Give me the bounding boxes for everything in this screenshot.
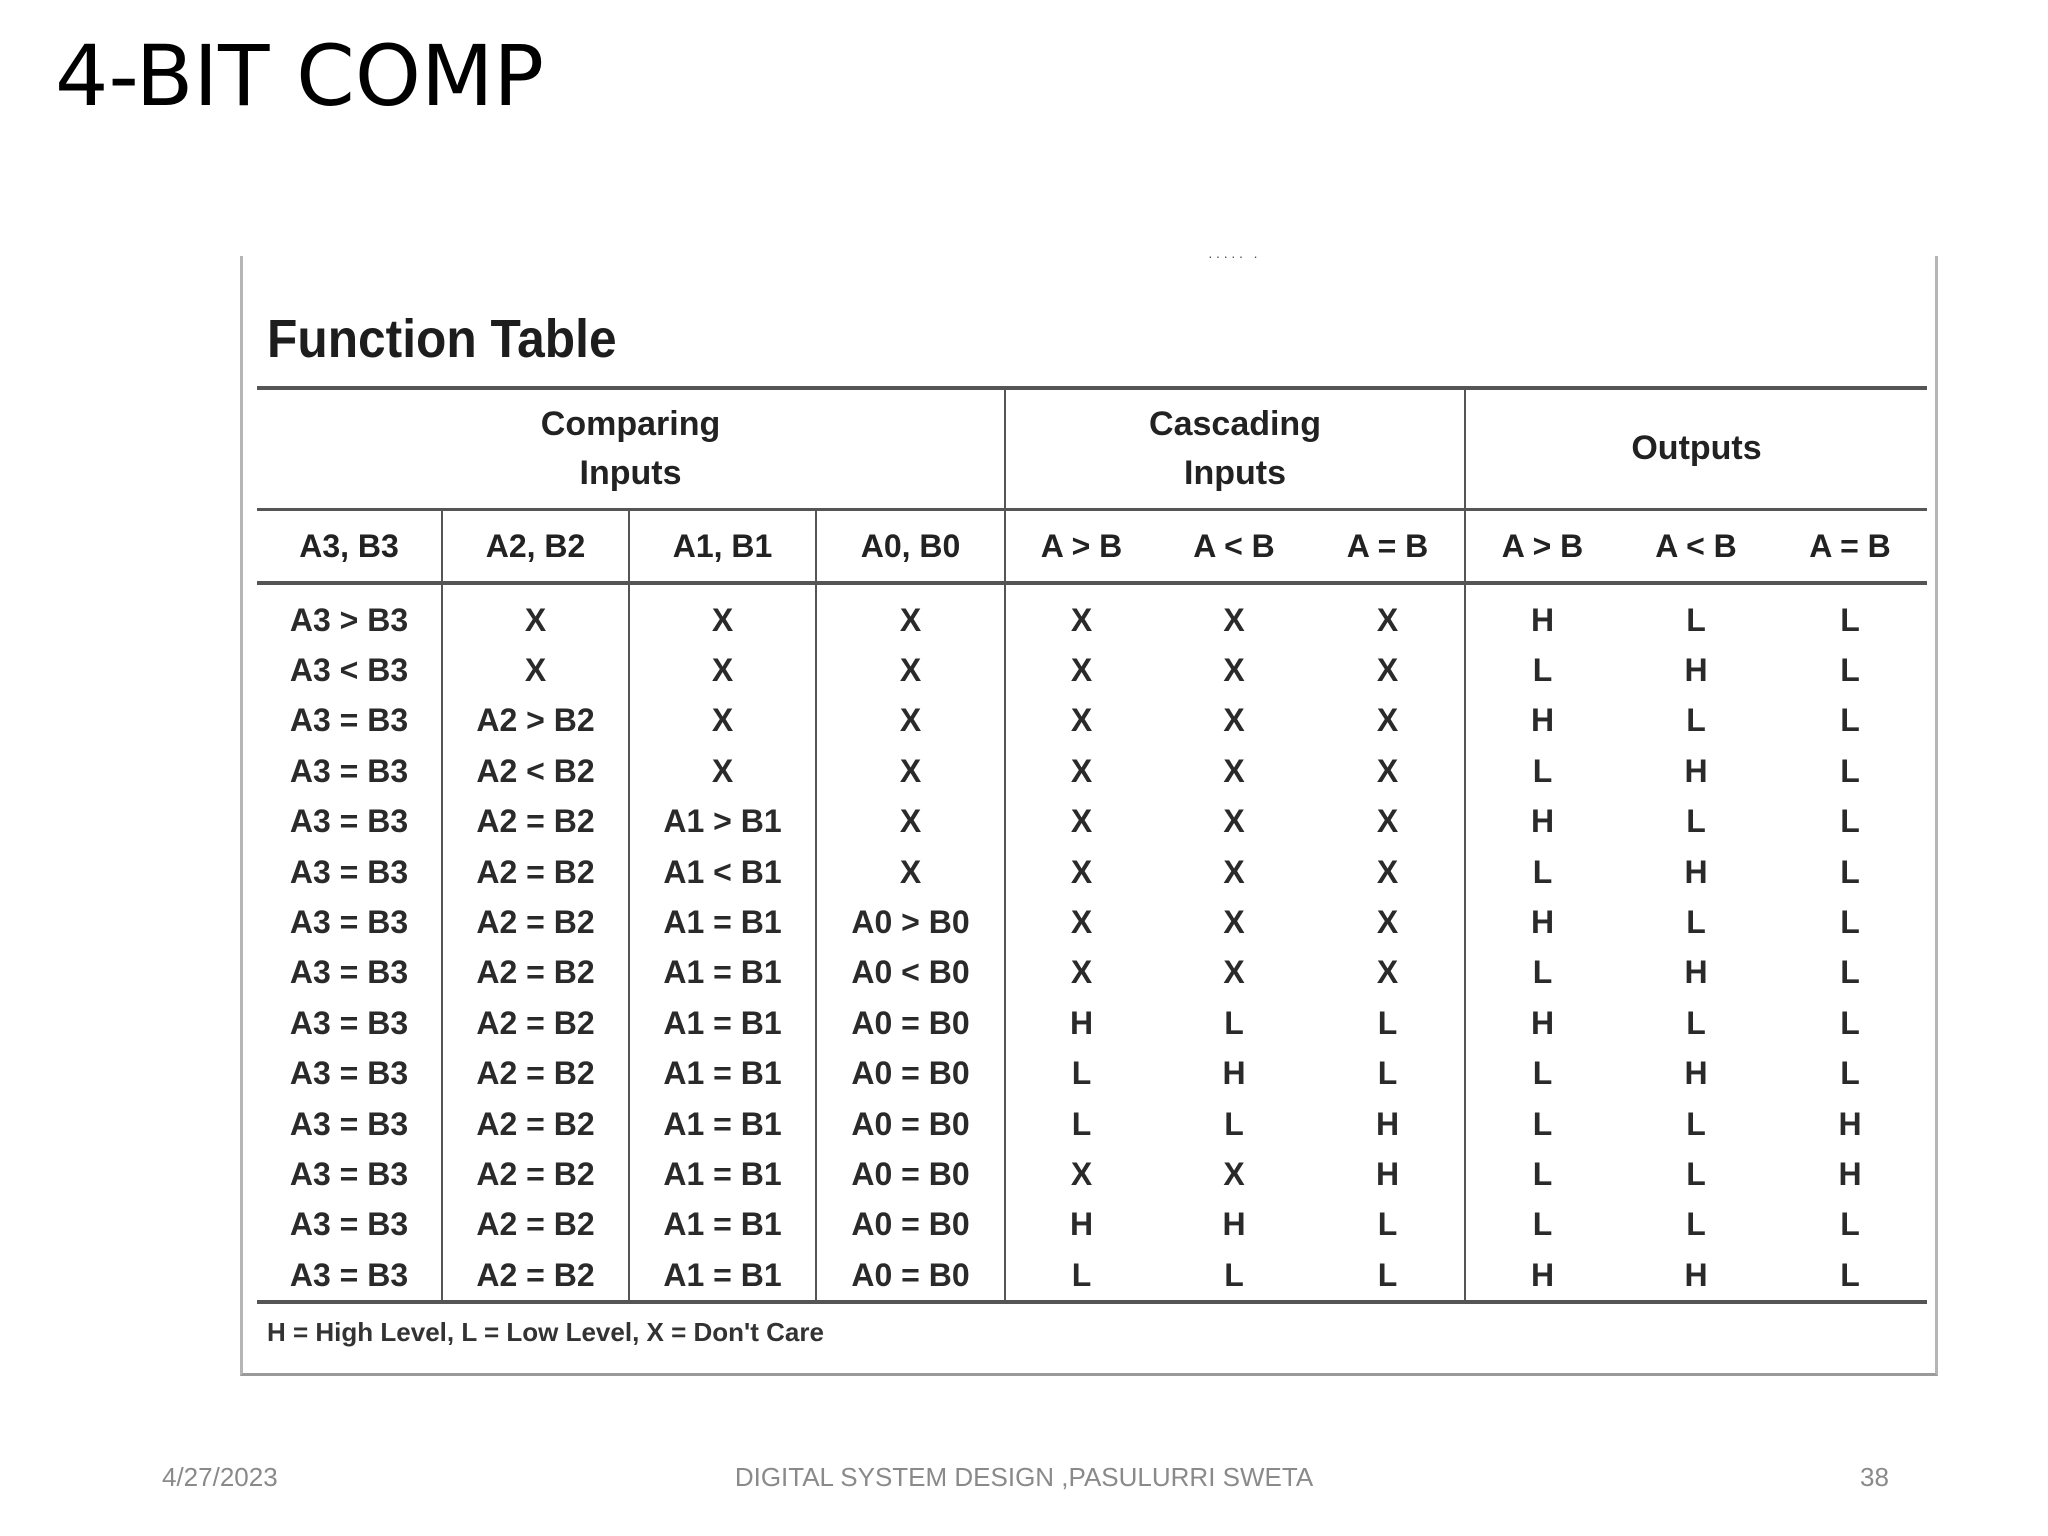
table-cell: X (816, 797, 1005, 847)
table-cell: H (1530, 702, 1555, 739)
table-cell: X (1070, 702, 1093, 739)
table-cell: A3 = B3 (257, 1099, 442, 1149)
table-footnote: H = High Level, L = Low Level, X = Don't Care (257, 1302, 1927, 1360)
table-cell: X (1070, 1155, 1093, 1192)
table-cell: X (816, 583, 1005, 645)
table-row (257, 1149, 1927, 1199)
table-cell: L (1224, 1004, 1244, 1041)
table-cell: L (1532, 954, 1553, 991)
table-cell: A3 = B3 (257, 948, 442, 998)
table-cell: H (1530, 904, 1555, 941)
group-label-line-1: Comparing (540, 404, 721, 443)
table-cell: L (1840, 1206, 1860, 1243)
table-cell: L (1686, 1206, 1706, 1243)
table-cell: L (1840, 853, 1860, 890)
table-cell: L (1686, 803, 1706, 840)
table-cell: X (1070, 803, 1093, 840)
column-header: A2, B2 (442, 510, 629, 584)
table-cell: L (1071, 1256, 1092, 1293)
table-cell: A3 = B3 (257, 1149, 442, 1199)
table-cell: L (1840, 1004, 1860, 1041)
table-cell: X (1223, 752, 1245, 789)
table-cell: X (629, 696, 816, 746)
table-cell: H (1069, 1004, 1094, 1041)
table-cell: A3 = B3 (257, 897, 442, 947)
column-header-row (257, 510, 1927, 584)
table-cell: X (629, 645, 816, 695)
table-cell: L (1840, 904, 1860, 941)
table-row (257, 948, 1927, 998)
table-cell: L (1840, 1256, 1860, 1293)
table-cell: A1 = B1 (629, 1250, 816, 1302)
table-cell: A2 = B2 (442, 847, 629, 897)
table-cell: H (1684, 1256, 1708, 1293)
table-cell: L (1532, 1055, 1553, 1092)
table-cell: A3 = B3 (257, 1250, 442, 1302)
table-cell: X (1223, 904, 1245, 941)
footnote-row (257, 1302, 1927, 1360)
table-cell: L (1532, 853, 1553, 890)
table-cell: L (1840, 601, 1860, 638)
column-header: A = B (1773, 510, 1927, 584)
table-cell: A2 = B2 (442, 1099, 629, 1149)
table-cell: A1 > B1 (629, 797, 816, 847)
column-header: A1, B1 (629, 510, 816, 584)
group-label-line-2: Inputs (579, 454, 682, 492)
column-header: A > B (1465, 510, 1619, 584)
table-cell: H (1069, 1206, 1094, 1243)
table-row (257, 583, 1927, 645)
table-cell: H (1684, 954, 1708, 991)
function-table-title: Function Table (267, 309, 617, 369)
table-cell: A0 = B0 (816, 1250, 1005, 1302)
table-cell: H (1838, 1155, 1862, 1192)
cropped-header-fragment: ····· · (1208, 248, 1261, 264)
table-row (257, 645, 1927, 695)
table-cell: A0 = B0 (816, 1200, 1005, 1250)
table-cell: X (1070, 752, 1093, 789)
table-cell: H (1838, 1105, 1862, 1142)
table-cell: L (1532, 1206, 1553, 1243)
table-cell: L (1686, 904, 1706, 941)
table-row (257, 998, 1927, 1048)
column-header: A = B (1311, 510, 1465, 584)
table-cell: H (1684, 853, 1708, 890)
table-cell: A2 = B2 (442, 797, 629, 847)
table-cell: L (1532, 652, 1553, 689)
function-table-body (257, 583, 1927, 1302)
table-cell: L (1311, 998, 1465, 1048)
table-cell: A0 = B0 (816, 1099, 1005, 1149)
table-cell: X (1311, 897, 1465, 947)
table-cell: A0 < B0 (816, 948, 1005, 998)
table-cell: X (1223, 954, 1245, 991)
table-cell: L (1532, 1105, 1553, 1142)
table-cell: H (1222, 1206, 1246, 1243)
table-cell: L (1071, 1105, 1092, 1142)
table-cell: A2 = B2 (442, 948, 629, 998)
table-cell: X (1070, 652, 1093, 689)
table-cell: L (1532, 1155, 1553, 1192)
table-cell: L (1840, 752, 1860, 789)
table-cell: A3 < B3 (257, 645, 442, 695)
table-cell: A0 = B0 (816, 1149, 1005, 1199)
table-cell: A1 = B1 (629, 1099, 816, 1149)
table-cell: H (1530, 1004, 1555, 1041)
table-cell: X (1311, 583, 1465, 645)
table-cell: L (1532, 752, 1553, 789)
table-cell: X (629, 746, 816, 796)
table-cell: X (1070, 954, 1093, 991)
table-cell: X (442, 645, 629, 695)
table-cell: L (1224, 1256, 1244, 1293)
table-cell: X (1223, 601, 1245, 638)
table-cell: X (1070, 601, 1093, 638)
table-cell: H (1311, 1099, 1465, 1149)
table-cell: L (1311, 1200, 1465, 1250)
table-cell: H (1530, 803, 1555, 840)
footer-title: DIGITAL SYSTEM DESIGN ,PASULURRI SWETA (734, 1462, 1314, 1492)
table-cell: A1 < B1 (629, 847, 816, 897)
table-cell: A0 = B0 (816, 1049, 1005, 1099)
table-cell: H (1222, 1055, 1246, 1092)
table-cell: X (442, 583, 629, 645)
function-table-image (240, 248, 1938, 1376)
column-header: A < B (1157, 510, 1311, 584)
column-header: A < B (1619, 510, 1773, 584)
table-cell: X (1223, 803, 1245, 840)
table-row (257, 797, 1927, 847)
table-cell: H (1530, 1256, 1555, 1293)
table-cell: X (629, 583, 816, 645)
table-row (257, 1049, 1927, 1099)
table-cell: A2 = B2 (442, 1200, 629, 1250)
table-cell: X (1311, 948, 1465, 998)
group-label-line-1: Cascading (1149, 404, 1321, 443)
table-cell: X (1223, 853, 1245, 890)
table-cell: A3 = B3 (257, 998, 442, 1048)
table-cell: X (1223, 1155, 1245, 1192)
group-header-row (257, 388, 1927, 510)
group-header-comparing-inputs (257, 388, 1005, 510)
table-cell: A3 = B3 (257, 847, 442, 897)
table-cell: L (1840, 702, 1860, 739)
table-cell: X (1223, 652, 1245, 689)
table-cell: A2 = B2 (442, 1250, 629, 1302)
table-cell: H (1530, 601, 1555, 638)
column-header: A > B (1005, 510, 1157, 584)
table-cell: X (1311, 797, 1465, 847)
table-cell: L (1311, 1250, 1465, 1302)
table-cell: A2 > B2 (442, 696, 629, 746)
table-cell: A1 = B1 (629, 998, 816, 1048)
table-cell: L (1686, 601, 1706, 638)
footer-date: 4/27/2023 (162, 1462, 278, 1492)
group-header-cascading-inputs (1005, 388, 1465, 510)
table-cell: A3 = B3 (257, 696, 442, 746)
table-row (257, 1250, 1927, 1302)
table-cell: A3 = B3 (257, 797, 442, 847)
table-cell: L (1686, 1004, 1706, 1041)
table-cell: L (1311, 1049, 1465, 1099)
table-cell: X (1070, 904, 1093, 941)
table-cell: X (1311, 696, 1465, 746)
table-row (257, 847, 1927, 897)
table-cell: A0 > B0 (816, 897, 1005, 947)
table-cell: X (816, 746, 1005, 796)
table-cell: A1 = B1 (629, 1049, 816, 1099)
table-cell: L (1840, 803, 1860, 840)
table-cell: L (1224, 1105, 1244, 1142)
table-cell: A1 = B1 (629, 1200, 816, 1250)
table-row (257, 1099, 1927, 1149)
table-cell: X (816, 645, 1005, 695)
table-row (257, 897, 1927, 947)
table-cell: A0 = B0 (816, 998, 1005, 1048)
slide-title: 4-BIT COMP (55, 27, 545, 125)
group-header-outputs: Outputs (1465, 388, 1927, 510)
table-cell: A1 = B1 (629, 1149, 816, 1199)
function-table (257, 386, 1927, 1360)
table-row (257, 746, 1927, 796)
page-number: 38 (1860, 1462, 1889, 1492)
table-cell: X (1070, 853, 1093, 890)
table-cell: X (816, 847, 1005, 897)
table-cell: H (1684, 1055, 1708, 1092)
table-cell: H (1684, 652, 1708, 689)
table-cell: A3 = B3 (257, 1200, 442, 1250)
table-cell: L (1071, 1055, 1092, 1092)
table-row (257, 1200, 1927, 1250)
table-cell: L (1840, 954, 1860, 991)
table-cell: X (816, 696, 1005, 746)
table-cell: X (1311, 847, 1465, 897)
table-cell: A1 = B1 (629, 948, 816, 998)
table-cell: A3 > B3 (257, 583, 442, 645)
table-cell: A2 < B2 (442, 746, 629, 796)
table-cell: H (1684, 752, 1708, 789)
column-header: A0, B0 (816, 510, 1005, 584)
table-cell: L (1840, 1055, 1860, 1092)
table-cell: A2 = B2 (442, 1149, 629, 1199)
table-cell: L (1686, 1105, 1706, 1142)
table-cell: X (1223, 702, 1245, 739)
table-cell: A2 = B2 (442, 1049, 629, 1099)
table-cell: A3 = B3 (257, 746, 442, 796)
table-cell: A2 = B2 (442, 998, 629, 1048)
table-cell: X (1311, 746, 1465, 796)
table-cell: L (1686, 702, 1706, 739)
table-cell: L (1686, 1155, 1706, 1192)
group-label-line-2: Inputs (1184, 454, 1286, 492)
column-header: A3, B3 (257, 510, 442, 584)
table-row (257, 696, 1927, 746)
table-cell: A3 = B3 (257, 1049, 442, 1099)
table-cell: H (1311, 1149, 1465, 1199)
table-cell: X (1311, 645, 1465, 695)
table-cell: L (1840, 652, 1860, 689)
table-cell: A1 = B1 (629, 897, 816, 947)
table-cell: A2 = B2 (442, 897, 629, 947)
